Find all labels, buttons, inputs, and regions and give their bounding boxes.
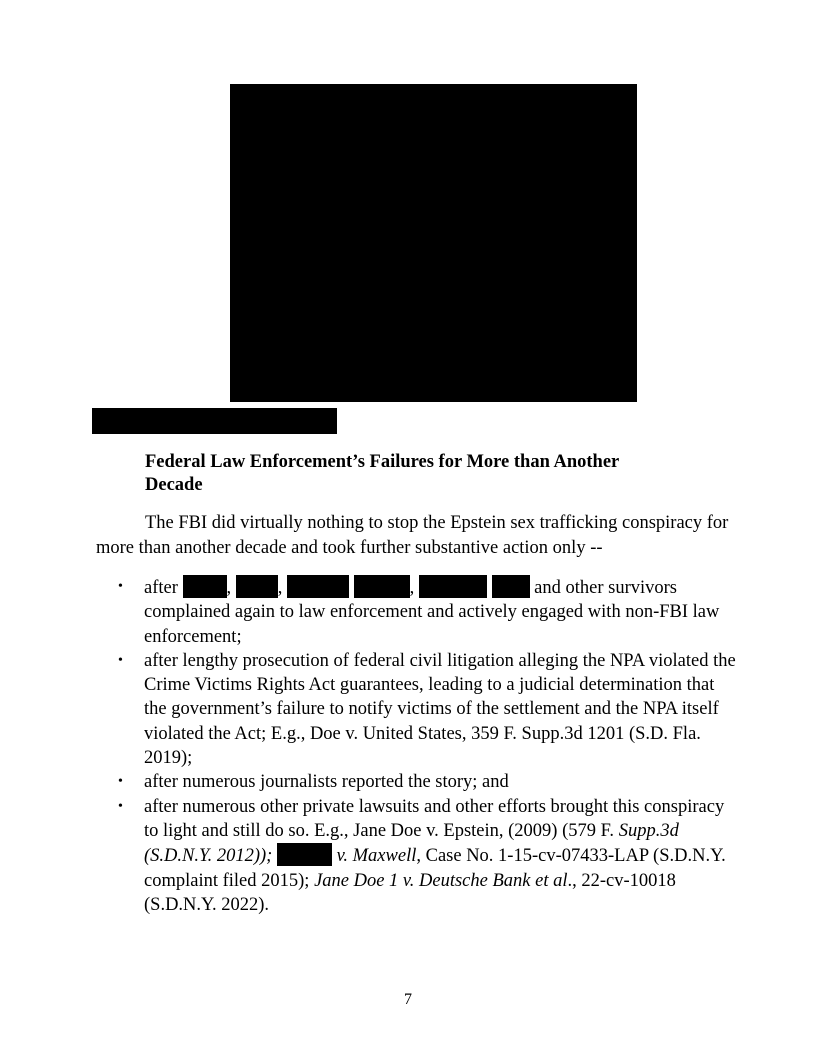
comma-3: ,: [409, 578, 415, 598]
redacted-name-6: [492, 575, 530, 598]
redacted-name-4: [354, 575, 410, 598]
redacted-caption-bar: [92, 408, 337, 434]
bullet1-suffix: and other survivors complained again to law enforcement and actively engaged with non-FBI law enforcement;: [144, 578, 720, 647]
page-number: 7: [404, 991, 412, 1008]
redacted-name-5: [419, 575, 487, 598]
bullet3-text: after numerous journalists reported the story; and: [144, 772, 509, 793]
redacted-image-block: [230, 84, 637, 402]
section-heading: Federal Law Enforcement’s Failures for More than Another Decade: [145, 452, 619, 495]
bullet4-part6: ., 22-cv-10018 (S.D.N.Y. 2022).: [144, 870, 676, 915]
bullet-mark: •: [118, 798, 123, 814]
redacted-name-1: [183, 575, 227, 598]
bullet-list: [96, 575, 736, 917]
redacted-party-name: [277, 843, 332, 866]
comma-1: ,: [226, 578, 232, 598]
list-item: [96, 795, 736, 917]
bullet-mark: •: [118, 652, 123, 668]
list-item: [96, 770, 736, 794]
bullet-mark: •: [118, 774, 123, 790]
intro-paragraph: [96, 511, 736, 561]
bullet1-prefix: after: [144, 578, 178, 598]
bullet4-part1: after numerous other private lawsuits and other efforts brought this conspiracy to light and still do so. E.g., Jane Doe v. Epstein, (2009) (579 F.: [144, 796, 725, 841]
bullet4-citation-italic: Supp.3d (S.D.N.Y. 2012));: [144, 820, 679, 867]
bullet4-part4: , Case No. 1-15-cv-07433-LAP (S.D.N.Y. complaint filed 2015);: [144, 846, 726, 891]
list-item: [96, 575, 736, 649]
redacted-name-3: [287, 575, 349, 598]
bullet-mark: •: [118, 579, 123, 594]
bullet4-case2-italic: Jane Doe 1 v. Deutsche Bank et al: [314, 870, 568, 891]
comma-2: ,: [277, 578, 283, 598]
bullet4-case-italic: v. Maxwell: [336, 846, 417, 867]
redacted-name-2: [236, 575, 278, 598]
bullet2-text: after lengthy prosecution of federal civil litigation alleging the NPA violated the Crime Victims Rights Act guarantees, leading to a judicial determination that the government’s failure to notify victims of the settlement and the NPA itself violated the Act; E.g., Doe v. United States, 359 F. Supp.3d 1201 (S.D. Fla. 2019);: [144, 650, 736, 769]
intro-text: The FBI did virtually nothing to stop the Epstein sex trafficking conspiracy for more than another decade and took further substantive action only --: [96, 513, 729, 558]
list-item: [96, 649, 736, 770]
